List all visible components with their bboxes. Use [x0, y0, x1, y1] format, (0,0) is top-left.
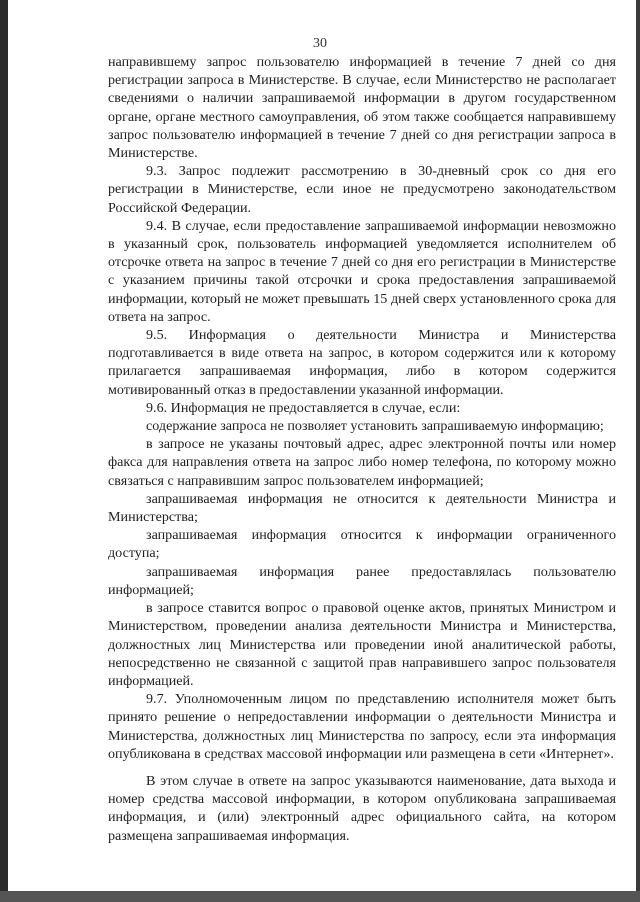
list-item-previously-provided: запрашиваемая информация ранее предоставлялась пользователю информацией; — [108, 563, 616, 598]
list-item-address: в запросе не указаны почтовый адрес, адрес электронной почты или номер факса для направления ответа на запрос либо номер телефона, по которому можно связаться с направившим запрос пользователем информацией; — [108, 436, 616, 489]
list-item-legal-assessment: в запросе ставится вопрос о правовой оценке актов, принятых Министром и Министерством, проведении анализа деятельности Министра и Министерства, должностных лиц Министерства или проведении иной аналитической работы, непосредственно не связанной с защитой прав направившего запрос пользователя информацией. — [108, 600, 616, 689]
paragraph-published-info: В этом случае в ответе на запрос указываются наименование, дата выхода и номер средства массовой информации, в котором опубликована запрашиваемая информация, и (или) электронный адрес официального сайта, на котором размещена запрашиваемая информация. — [108, 772, 616, 844]
paragraph-9-3: 9.3. Запрос подлежит рассмотрению в 30-дневный срок со дня его регистрации в Министерстве, если иное не предусмотрено законодательством Российской Федерации. — [108, 163, 616, 216]
list-item-content: содержание запроса не позволяет установить запрашиваемую информацию; — [146, 418, 604, 435]
paragraph-9-6: 9.6. Информация не предоставляется в случае, если: — [146, 399, 461, 416]
scan-edge-bottom — [0, 891, 640, 902]
document-body — [108, 53, 616, 845]
page-number: 30 — [313, 36, 327, 51]
list-item-restricted: запрашиваемая информация относится к информации ограниченного доступа; — [108, 527, 616, 562]
paragraph-9-5: 9.5. Информация о деятельности Министра и Министерства подготавливается в виде ответа на запрос, в котором содержится или к которому прилагается запрашиваемая информация, либо в котором содержится мотивированный отказ в предоставлении указанной информации. — [108, 327, 616, 398]
paragraph-continuation: направившему запрос пользователю информацией в течение 7 дней со дня регистрации запроса в Министерстве. В случае, если Министерство не располагает сведениями о наличии запрашиваемой информации в другом государственном органе, органе местного самоуправления, об этом также сообщается направившему запрос пользователю информацией в течение 7 дней со дня регистрации запроса в Министерстве. — [108, 54, 616, 162]
paragraph-9-7: 9.7. Уполномоченным лицом по представлению исполнителя может быть принято решение о непредоставлении информации о деятельности Министра и Министерства, должностных лиц Министерства по запросу, если эта информация опубликована в средствах массовой информации или размещена в сети «Интернет». — [108, 691, 616, 762]
scan-edge-right — [636, 0, 640, 902]
scan-edge-left — [0, 0, 8, 902]
paragraph-9-4: 9.4. В случае, если предоставление запрашиваемой информации невозможно в указанный срок, пользователь информацией уведомляется исполнителем об отсрочке ответа на запрос в течение 7 дней со дня его регистрации в Министерстве с указанием причины такой отсрочки и срока предоставления запрашиваемой информации, который не может превышать 15 дней сверх установленного срока для ответа на запрос. — [108, 217, 616, 325]
list-item-not-related: запрашиваемая информация не относится к деятельности Министра и Министерства; — [108, 490, 616, 526]
